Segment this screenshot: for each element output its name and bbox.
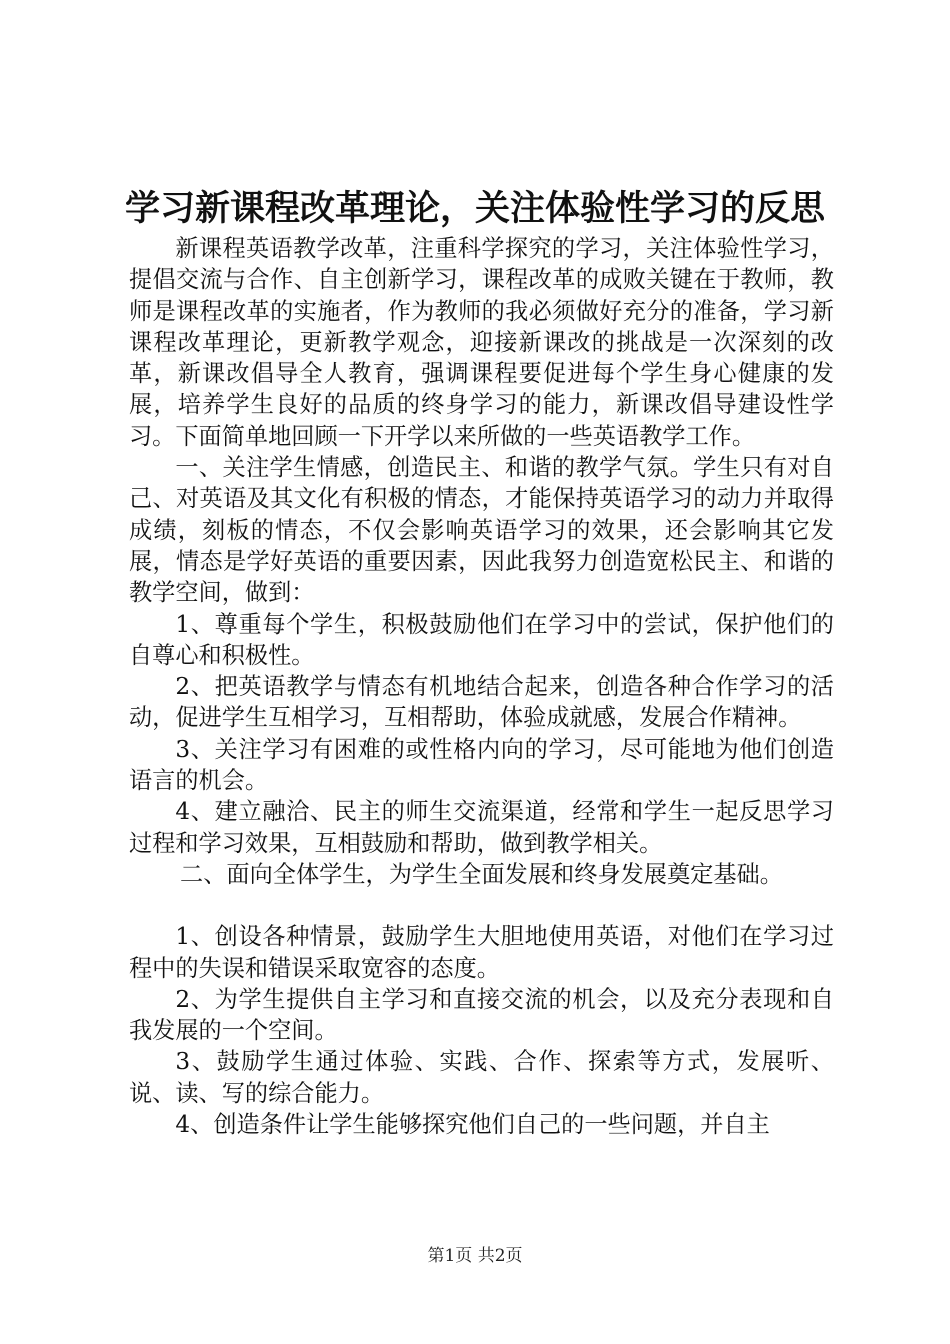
paragraph-item: 2、把英语教学与情态有机地结合起来，创造各种合作学习的活动，促进学生互相学习，互相帮助，体验成就感，发展合作精神。 [129, 673, 834, 732]
paragraph-section-one: 一、关注学生情感，创造民主、和谐的教学气氛。学生只有对自己、对英语及其文化有积极的情态，才能保持英语学习的动力并取得成绩，刻板的情态，不仅会影响英语学习的效果，还会影响其它发展，情态是学好英语的重要因素，因此我努力创造宽松民主、和谐的教学空间，做到： [129, 454, 834, 607]
paragraph-item: 3、鼓励学生通过体验、实践、合作、探索等方式，发展听、说、读、写的综合能力。 [129, 1048, 834, 1107]
paragraph-intro: 新课程英语教学改革，注重科学探究的学习，关注体验性学习，提倡交流与合作、自主创新学习，课程改革的成败关键在于教师，教师是课程改革的实施者，作为教师的我必须做好充分的准备，学习新课程改革理论，更新教学观念，迎接新课改的挑战是一次深刻的改革，新课改倡导全人教育，强调课程要促进每个学生身心健康的发展，培养学生良好的品质的终身学习的能力，新课改倡导建设性学习。下面简单地回顾一下开学以来所做的一些英语教学工作。 [129, 235, 834, 450]
paragraph-item: 2、为学生提供自主学习和直接交流的机会，以及充分表现和自我发展的一个空间。 [129, 985, 834, 1045]
paragraph-section-two: 二、面向全体学生，为学生全面发展和终身发展奠定基础。 [180, 860, 783, 888]
paragraph-item: 3、关注学习有困难的或性格内向的学习，尽可能地为他们创造语言的机会。 [129, 735, 834, 795]
document-title: 学习新课程改革理论，关注体验性学习的反思 [124, 188, 825, 229]
paragraph-item: 4、建立融洽、民主的师生交流渠道，经常和学生一起反思学习过程和学习效果，互相鼓励和帮助，做到教学相关。 [129, 798, 834, 857]
page-footer: 第1页 共2页 [427, 1246, 523, 1266]
paragraph-item: 1、创设各种情景，鼓励学生大胆地使用英语，对他们在学习过程中的失误和错误采取宽容的态度。 [129, 923, 834, 982]
document-body [129, 233, 834, 1140]
paragraph-item: 1、尊重每个学生，积极鼓励他们在学习中的尝试，保护他们的自尊心和积极性。 [129, 610, 834, 669]
paragraph-item: 4、创造条件让学生能够探究他们自己的一些问题，并自主 [175, 1111, 770, 1139]
